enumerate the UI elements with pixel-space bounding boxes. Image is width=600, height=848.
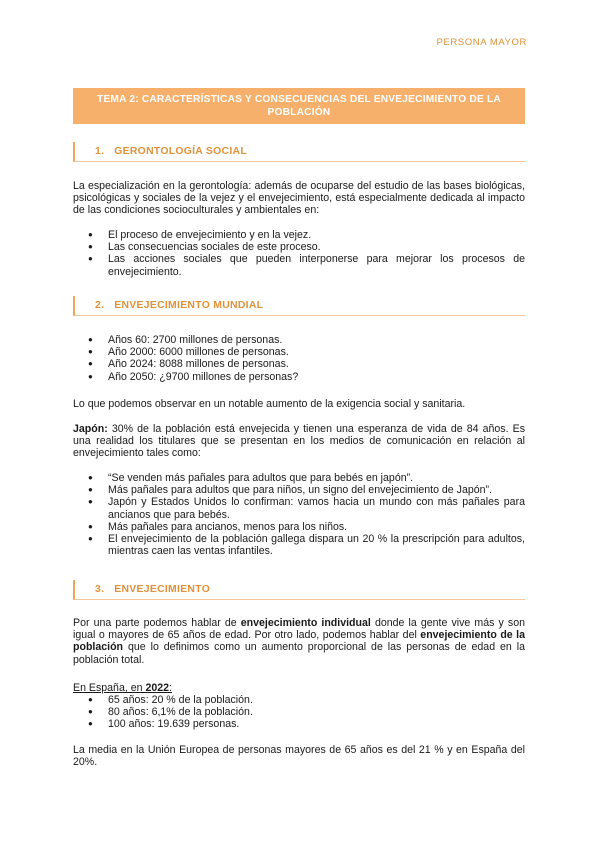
text-run: En España, en <box>73 682 146 694</box>
text-run: donde la gente vive más y son igual o mayores de 65 años de edad. Por otro lado, podemos hablar del <box>73 617 526 642</box>
section-heading-envejecimiento-mundial <box>73 296 525 316</box>
spain-stats-list <box>73 694 525 731</box>
section-number: 3. <box>95 584 105 595</box>
japan-label: Japón: <box>73 423 108 435</box>
gerontology-intro-paragraph: La especialización en la gerontología: además de ocuparse del estudio de las bases biológicas, psicológicas y sociales de la vejez y el envejecimiento, está especialmente dedicada al impacto de las condiciones socioculturales y ambientales en: <box>73 180 525 217</box>
header-tag: PERSONA MAYOR <box>436 37 527 48</box>
list-item: ● Más pañales para adultos que para niños, un signo del envejecimiento de Japón”. <box>73 484 525 496</box>
term-envejecimiento-individual: envejecimiento individual <box>240 617 371 629</box>
spain-2022-label <box>73 682 525 694</box>
section-heading-envejecimiento <box>73 580 525 600</box>
list-item: ● Año 2024: 8088 millones de personas. <box>73 358 525 370</box>
list-item: ● 80 años: 6,1% de la población. <box>73 706 525 718</box>
list-item: ● Año 2050: ¿9700 millones de personas? <box>73 371 525 383</box>
world-population-list <box>73 334 525 383</box>
text-run: Por una parte podemos hablar de <box>73 617 241 629</box>
topic-title-banner: TEMA 2: CARACTERÍSTICAS Y CONSECUENCIAS DEL ENVEJECIMIENTO DE LA POBLACIÓN <box>73 88 525 124</box>
japan-paragraph <box>73 423 525 460</box>
list-item: ● 65 años: 20 % de la población. <box>73 694 525 706</box>
year-2022: 2022 <box>145 682 170 694</box>
text-run: que lo definimos como un aumento proporcional de las personas de edad en la población total. <box>73 641 525 666</box>
eu-comparison-paragraph: La media en la Unión Europea de personas mayores de 65 años es del 21 % y en España del 20%. <box>73 744 525 769</box>
list-item: ● “Se venden más pañales para adultos que para bebés en japón”. <box>73 472 525 484</box>
list-item: ● Las acciones sociales que pueden interponerse para mejorar los procesos de envejecimiento. <box>73 253 525 277</box>
gerontology-bullet-list <box>73 229 525 278</box>
spain-label-underlined <box>73 682 172 694</box>
list-item: ● El envejecimiento de la población gallega dispara un 20 % la prescripción para adultos, mientras caen las ventas infantiles. <box>73 533 525 557</box>
list-item: ● Más pañales para ancianos, menos para los niños. <box>73 521 525 533</box>
list-item: ● El proceso de envejecimiento y en la vejez. <box>73 229 525 241</box>
term-envejecimiento-poblacion: envejecimiento de la población <box>73 629 525 654</box>
section-title: ENVEJECIMIENTO <box>114 584 211 595</box>
aging-definition-paragraph <box>73 617 525 666</box>
japan-text: 30% de la población está envejecida y tienen una esperanza de vida de 84 años. Es una realidad los titulares que se presentan en los medios de comunicación en relación al envejecimiento tales como: <box>73 423 525 460</box>
list-item: ● Japón y Estados Unidos lo confirman: vamos hacia un mundo con más pañales para ancianos que para bebés. <box>73 496 525 520</box>
list-item: ● Años 60: 2700 millones de personas. <box>73 334 525 346</box>
section-title: GERONTOLOGÍA SOCIAL <box>114 146 247 157</box>
section-number: 2. <box>95 300 105 311</box>
headlines-list <box>73 472 525 557</box>
section-number: 1. <box>95 146 105 157</box>
text-run: : <box>169 682 172 694</box>
observation-paragraph: Lo que podemos observar en un notable aumento de la exigencia social y sanitaria. <box>73 398 466 410</box>
section-heading-gerontologia <box>73 142 525 162</box>
section-title: ENVEJECIMIENTO MUNDIAL <box>114 300 264 311</box>
list-item: ● Las consecuencias sociales de este proceso. <box>73 241 525 253</box>
list-item: ● Año 2000: 6000 millones de personas. <box>73 346 525 358</box>
list-item: ● 100 años: 19.639 personas. <box>73 718 525 730</box>
